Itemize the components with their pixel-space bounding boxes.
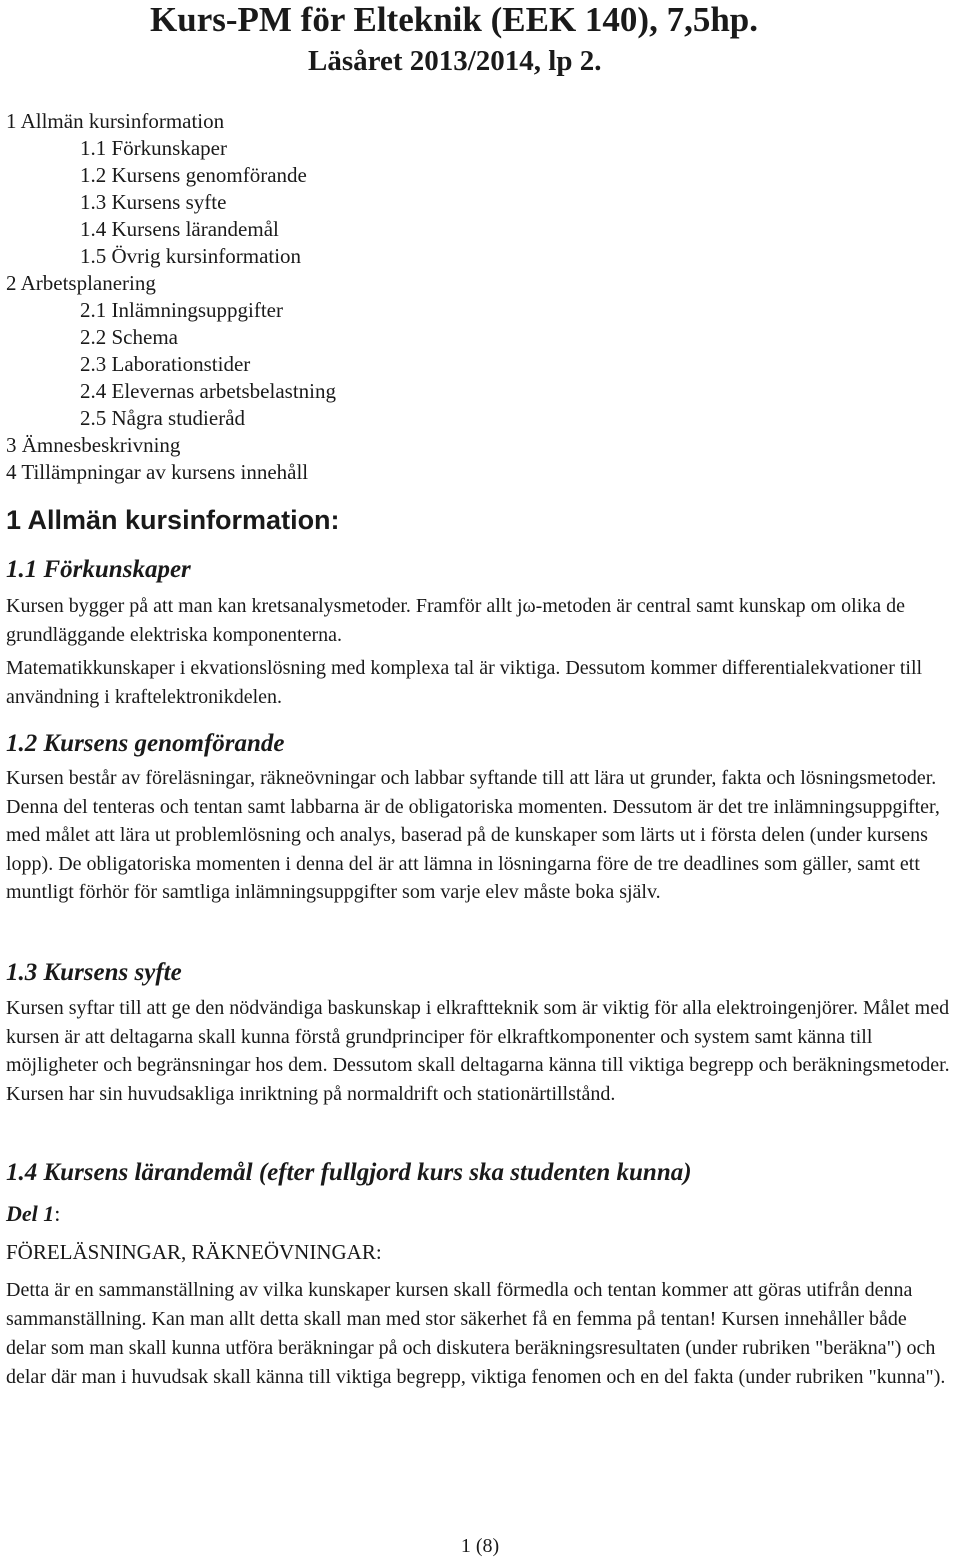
paragraph: Detta är en sammanställning av vilka kunskaper kursen skall förmedla och tentan kommer att göras utifrån denna sammanställning. Kan man allt detta skall man med stor säkerhet få en femma på tentan! Kursen innehåller både delar som man skall kunna utföra beräkningar på och diskutera beräkningsresultaten (under rubriken "beräkna") och delar där man i huvudsak skall känna till viktiga begrepp, viktiga fenomen och en del fakta (under rubriken "kunna"). [6,1279,946,1388]
toc-item: 1.5 Övrig kursinformation [80,244,302,268]
subsection-heading: 1.1 Förkunskaper [6,556,191,583]
page-number: 1 (8) [460,1535,500,1557]
toc-item: 2.1 Inlämningsuppgifter [80,298,283,322]
toc-item: 2.5 Några studieråd [80,406,246,430]
toc-item: 1.3 Kursens syfte [80,190,227,214]
toc-item: 2 Arbetsplanering [6,271,156,295]
table-of-contents [6,108,336,486]
part-label-text: Del 1 [6,1201,55,1226]
toc-item: 2.2 Schema [80,325,178,349]
block-subheading: FÖRELÄSNINGAR, RÄKNEÖVNINGAR: [6,1240,382,1264]
toc-item: 1.1 Förkunskaper [80,136,227,160]
toc-item: 4 Tillämpningar av kursens innehåll [6,460,309,484]
paragraph: Kursen består av föreläsningar, räkneövningar och labbar syftande till att lära ut grunder, fakta och lösningsmetoder. Denna del tenteras och tentan samt labbarna är de obligatoriska momenten. Dessutom är det tre inlämningsuppgifter, med målet att lära ut problemlösning och analys, baserad på de kunskaper som lärts ut i första delen (under kursens lopp). De obligatoriska momenten i denna del är att lämna in lösningarna före de tre deadlines som gäller, samt ett muntligt förhör för samtliga inlämningsuppgifter som varje elev måste boka själv. [6,767,940,903]
toc-item: 2.3 Laborationstider [80,352,251,376]
subsection-heading: 1.4 Kursens lärandemål (efter fullgjord kurs ska studenten kunna) [6,1159,692,1186]
part-label-colon: : [54,1201,61,1226]
section-heading: 1 Allmän kursinformation: [6,505,340,535]
toc-item: 1.4 Kursens lärandemål [80,217,279,241]
paragraph: Kursen syftar till att ge den nödvändiga baskunskap i elkraftteknik som är viktig för alla elektroingenjörer. Målet med kursen är att deltagarna skall kunna förstå grundprinciper för elkraftkomponenter och system samt känna till möjligheter och begränsningar hos dem. Dessutom skall deltagarna känna till viktiga begrepp och beräkningsmetoder. Kursen har sin huvudsakliga inriktning på normaldrift och stationärtillstånd. [6,997,950,1105]
paragraph: Matematikkunskaper i ekvationslösning med komplexa tal är viktiga. Dessutom kommer differentialekvationer till användning i kraftelektronikdelen. [6,657,923,708]
subsection-heading: 1.2 Kursens genomförande [6,730,285,757]
document-subtitle: Läsåret 2013/2014, lp 2. [308,45,602,77]
subsection-heading: 1.3 Kursens syfte [6,959,182,986]
toc-item: 1 Allmän kursinformation [6,109,225,133]
paragraph: Kursen bygger på att man kan kretsanalysmetoder. Framför allt jω-metoden är central samt kunskap om olika de grundläggande elektriska komponenterna. [6,595,906,646]
toc-item: 1.2 Kursens genomförande [80,163,307,187]
part-label [6,1200,60,1228]
document-title: Kurs-PM för Elteknik (EEK 140), 7,5hp. [150,0,759,39]
toc-item: 3 Ämnesbeskrivning [6,433,181,457]
toc-item: 2.4 Elevernas arbetsbelastning [80,379,336,403]
